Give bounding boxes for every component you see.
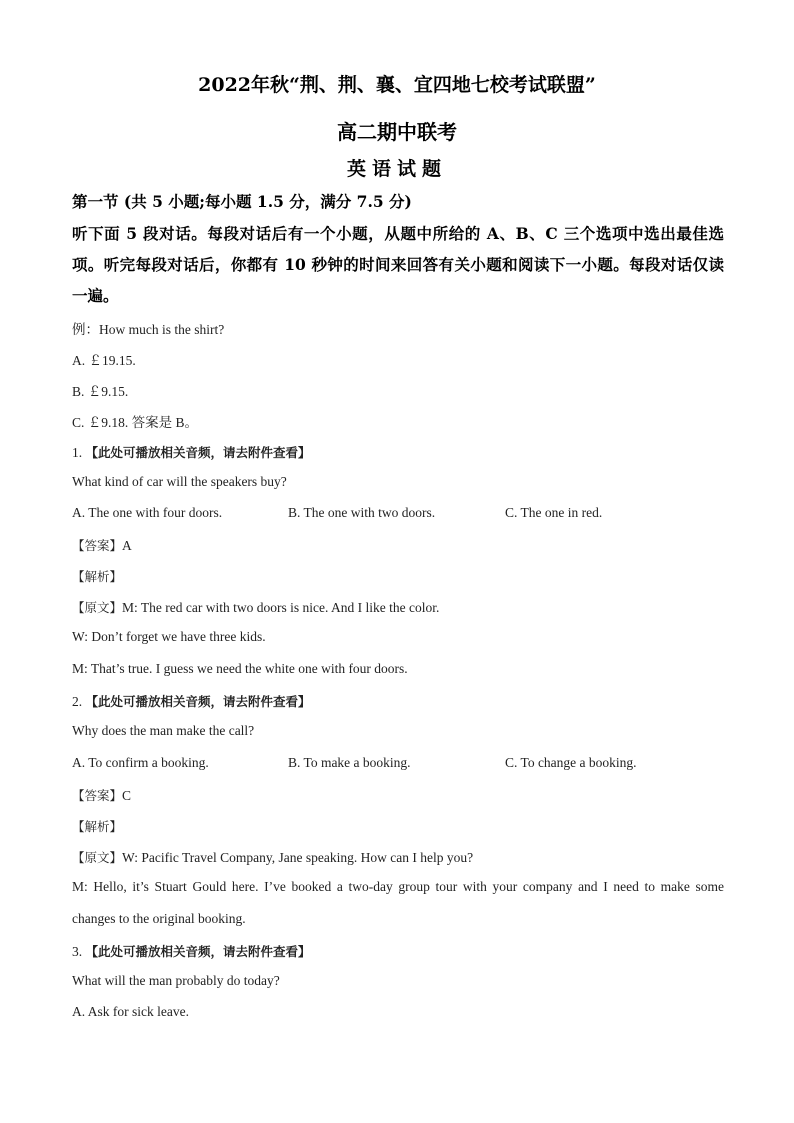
q2-audio-note[interactable]: 【此处可播放相关音频，请去附件查看】 — [85, 694, 311, 709]
q2-option-b: B. To make a booking. — [288, 755, 411, 770]
q2-number: 2. — [72, 694, 83, 709]
q1-answer — [72, 536, 132, 554]
q2-question: Why does the man make the call? — [72, 723, 255, 738]
q3-option-a: A. Ask for sick leave. — [72, 1004, 189, 1019]
q1-answer-value: A — [122, 538, 132, 553]
q3-number: 3. — [72, 944, 83, 959]
q1-number: 1. — [72, 445, 83, 460]
q1-transcript-line-1 — [72, 598, 439, 616]
q3-question: What will the man probably do today? — [72, 973, 280, 988]
q1-option-c: C. The one in red. — [505, 505, 603, 520]
subject-title: 英语试题 — [346, 158, 447, 180]
q2-option-a: A. To confirm a booking. — [72, 755, 209, 770]
q2-transcript-text-1: W: Pacific Travel Company, Jane speaking. How can I help you? — [122, 850, 474, 865]
example-option-b: B. ￡9.15. — [72, 384, 129, 399]
q1-answer-tag: 【答案】 — [72, 538, 123, 553]
q2-transcript-line-2: M: Hello, it’s Stuart Gould here. I’ve booked a two-day group tour with your company and I need to make some — [72, 879, 724, 894]
exam-title: 2022年秋“荆、荆、襄、宜四地七校考试联盟” — [198, 74, 596, 96]
q1-header — [72, 443, 311, 461]
q2-answer-value: C — [122, 788, 132, 803]
q2-answer — [72, 786, 131, 804]
q1-transcript-line-3: M: That’s true. I guess we need the white one with four doors. — [72, 661, 408, 676]
q1-option-a: A. The one with four doors. — [72, 505, 223, 520]
q1-transcript-line-2: W: Don’t forget we have three kids. — [72, 629, 266, 644]
exam-subtitle: 高二期中联考 — [337, 120, 457, 144]
q1-option-b: B. The one with two doors. — [288, 505, 436, 520]
q2-answer-tag: 【答案】 — [72, 788, 123, 803]
example-option-c: C. ￡9.18. 答案是 B。 — [72, 415, 199, 430]
q2-transcript-line-1 — [72, 848, 473, 866]
q2-transcript-line-3: changes to the original booking. — [72, 911, 246, 926]
q1-analysis-tag: 【解析】 — [72, 569, 123, 584]
q2-analysis — [72, 817, 122, 835]
section-instructions: 听下面 5 段对话。每段对话后有一个小题，从题中所给的 A、B、C 三个选项中选出最佳选项。听完每段对话后，你都有 10 秒钟的时间来回答有关小题和阅读下一小题。每段对话仅读一遍。 — [72, 224, 724, 305]
q1-question: What kind of car will the speakers buy? — [72, 474, 287, 489]
example-question: 例：How much is the shirt? — [72, 322, 225, 337]
q2-analysis-tag: 【解析】 — [72, 819, 123, 834]
q1-audio-note[interactable]: 【此处可播放相关音频，请去附件查看】 — [85, 445, 311, 460]
section-heading: 第一节 (共 5 小题;每小题 1.5 分，满分 7.5 分) — [72, 192, 412, 211]
q3-audio-note[interactable]: 【此处可播放相关音频，请去附件查看】 — [85, 944, 311, 959]
q1-original-tag: 【原文】 — [72, 600, 123, 615]
q2-option-c: C. To change a booking. — [505, 755, 637, 770]
q2-header — [72, 692, 311, 710]
example-option-a: A. ￡19.15. — [72, 353, 136, 368]
q3-header — [72, 942, 311, 960]
q1-analysis — [72, 567, 122, 585]
q2-original-tag: 【原文】 — [72, 850, 123, 865]
q1-transcript-text-1: M: The red car with two doors is nice. And I like the color. — [122, 600, 440, 615]
